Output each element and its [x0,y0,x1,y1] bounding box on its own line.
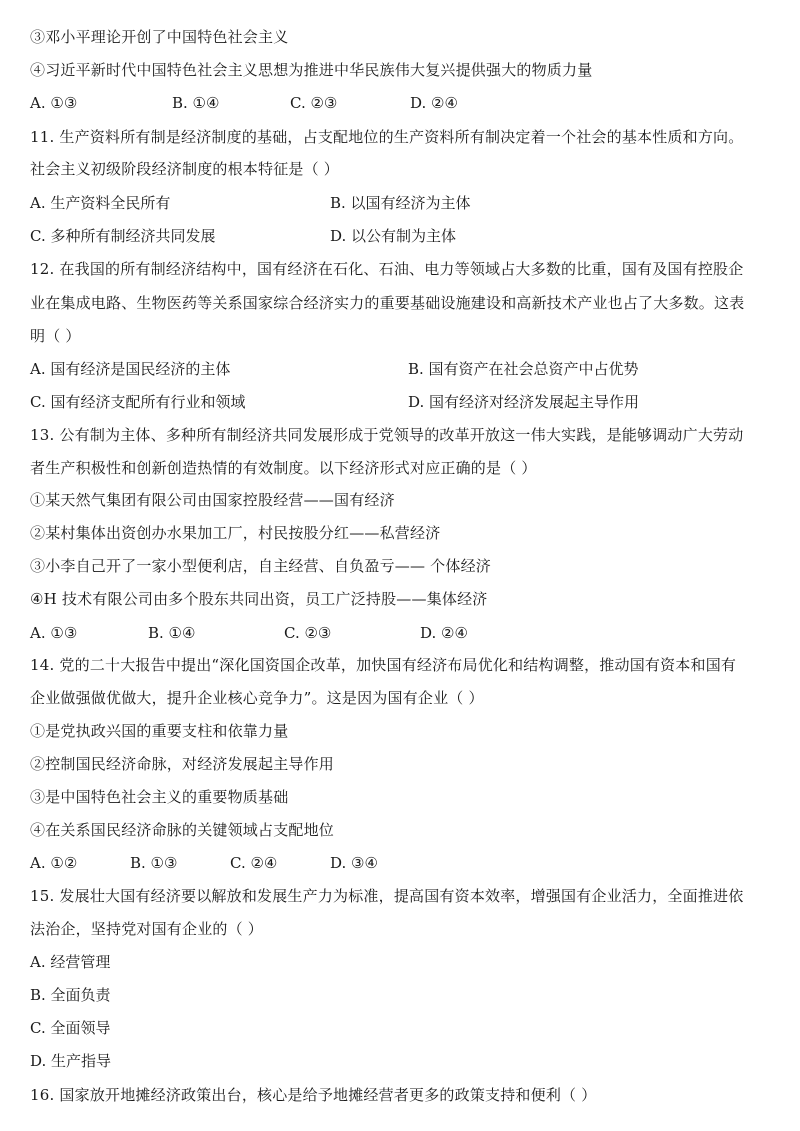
carryover-item-3: ③邓小平理论开创了中国特色社会主义 [30,28,289,46]
q13-stem-line2: 者生产积极性和创新创造热情的有效制度。以下经济形式对应正确的是（ ） [30,459,537,477]
q14-item-3: ③是中国特色社会主义的重要物质基础 [30,788,289,806]
q12-stem-line1: 12. 在我国的所有制经济结构中，国有经济在石化、石油、电力等领域占大多数的比重，国有及国有控股企 [30,260,744,278]
q15-option-c: C. 全面领导 [30,1019,111,1037]
q13-stem-line1: 13. 公有制为主体、多种所有制经济共同发展形成于党领导的改革开放这一伟大实践，是能够调动广大劳动 [30,426,744,444]
q11-option-d: D. 以公有制为主体 [330,227,457,245]
carryover-option-c: C. ②③ [290,94,338,112]
q13-option-b: B. ①④ [148,624,196,642]
q12-option-c: C. 国有经济支配所有行业和领域 [30,393,246,411]
q13-item-3: ③小李自己开了一家小型便利店，自主经营、自负盈亏—— 个体经济 [30,557,491,575]
q14-item-2: ②控制国民经济命脉，对经济发展起主导作用 [30,755,335,773]
q15-stem-line1: 15. 发展壮大国有经济要以解放和发展生产力为标准，提高国有资本效率，增强国有企业活力，全面推进依 [30,887,744,905]
q14-option-b: B. ①③ [130,854,178,872]
q13-option-a: A. ①③ [30,624,78,642]
q14-item-4: ④在关系国民经济命脉的关键领域占支配地位 [30,821,335,839]
q14-stem-line2: 企业做强做优做大，提升企业核心竞争力”。这是因为国有企业（ ） [30,689,484,707]
q13-option-d: D. ②④ [420,624,468,642]
carryover-item-4: ④习近平新时代中国特色社会主义思想为推进中华民族伟大复兴提供强大的物质力量 [30,61,593,79]
q12-option-b: B. 国有资产在社会总资产中占优势 [408,360,639,378]
q16-stem-line1: 16. 国家放开地摊经济政策出台，核心是给予地摊经营者更多的政策支持和便利（ ） [30,1086,597,1104]
q13-item-4: ④H 技术有限公司由多个股东共同出资，员工广泛持股——集体经济 [30,590,488,608]
q12-stem-line3: 明（ ） [30,327,81,345]
q11-option-a: A. 生产资料全民所有 [30,194,171,212]
carryover-option-d: D. ②④ [410,94,458,112]
q12-option-d: D. 国有经济对经济发展起主导作用 [408,393,640,411]
q14-option-d: D. ③④ [330,854,378,872]
q15-stem-line2: 法治企，坚持党对国有企业的（ ） [30,920,263,938]
q15-option-b: B. 全面负责 [30,986,111,1004]
q15-option-a: A. 经营管理 [30,953,111,971]
q14-option-c: C. ②④ [230,854,278,872]
carryover-option-a: A. ①③ [30,94,78,112]
q13-item-2: ②某村集体出资创办水果加工厂，村民按股分红——私营经济 [30,524,441,542]
carryover-option-b: B. ①④ [172,94,220,112]
q11-stem-line2: 社会主义初级阶段经济制度的根本特征是（ ） [30,160,339,178]
q14-stem-line1: 14. 党的二十大报告中提出“深化国资国企改革，加快国有经济布局优化和结构调整，推动国有资本和国有 [30,656,737,674]
q13-item-1: ①某天然气集团有限公司由国家控股经营——国有经济 [30,491,395,509]
q12-stem-line2: 业在集成电路、生物医药等关系国家综合经济实力的重要基础设施建设和高新技术产业也占了大多数。这表 [30,294,745,312]
q14-option-a: A. ①② [30,854,78,872]
q15-option-d: D. 生产指导 [30,1052,112,1070]
q14-item-1: ①是党执政兴国的重要支柱和依靠力量 [30,722,289,740]
q11-option-c: C. 多种所有制经济共同发展 [30,227,216,245]
q13-option-c: C. ②③ [284,624,332,642]
q12-option-a: A. 国有经济是国民经济的主体 [30,360,231,378]
q11-stem-line1: 11. 生产资料所有制是经济制度的基础，占支配地位的生产资料所有制决定着一个社会的基本性质和方向。 [30,128,744,146]
q11-option-b: B. 以国有经济为主体 [330,194,471,212]
